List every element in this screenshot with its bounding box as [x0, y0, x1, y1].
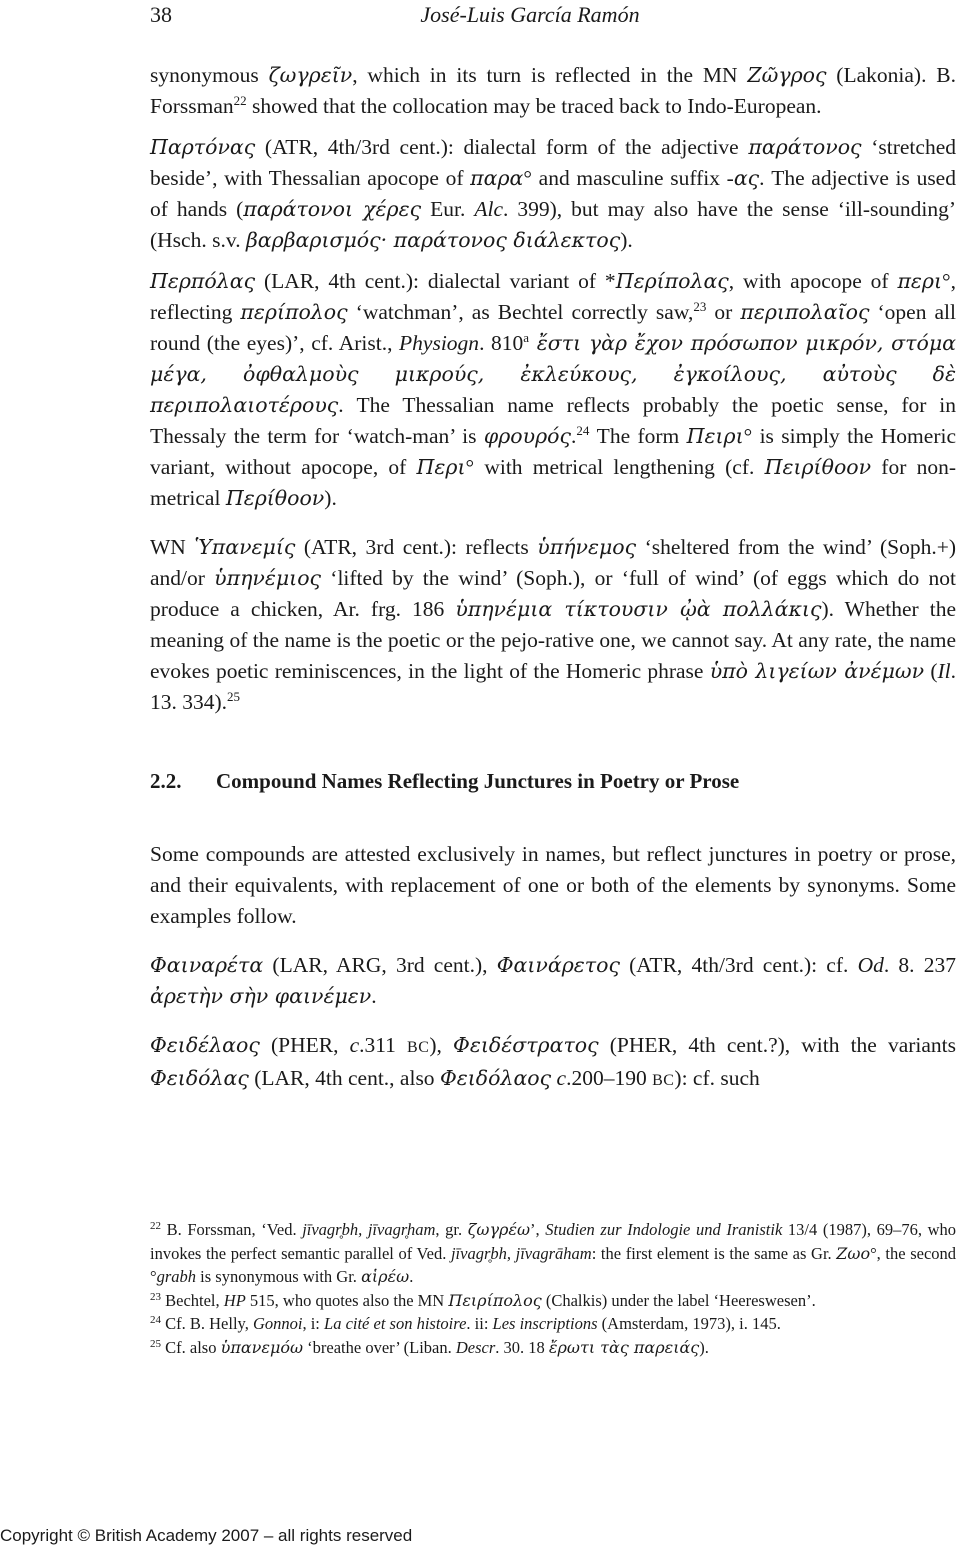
- text: (ATR, 3rd cent.): reflects: [295, 535, 538, 559]
- text: ’,: [530, 1220, 546, 1239]
- greek-text: Περίθοον: [225, 486, 325, 510]
- text: Bechtel,: [161, 1290, 224, 1310]
- text: or: [706, 300, 741, 324]
- greek-text: Φειδόλαος: [439, 1066, 552, 1090]
- text: .200–190: [566, 1066, 653, 1090]
- footnote-24: [150, 1312, 956, 1336]
- text: 13/4 (1987), 69–76, who invokes the perfect semantic parallel of Ved.: [150, 1220, 956, 1263]
- text: °, reflecting: [150, 269, 956, 324]
- greek-text: περιπολαῖος: [740, 300, 870, 324]
- text: °, the second °: [150, 1243, 957, 1286]
- greek-text: Ὑπανεμίς: [194, 535, 296, 559]
- greek-text: Παρτόνας: [150, 135, 256, 159]
- footnote-number: 22: [150, 1220, 161, 1232]
- greek-text: Φειδέστρατος: [453, 1033, 599, 1057]
- section-number: 2.2.: [150, 769, 182, 793]
- greek-text: ὑπηνέμια τίκτουσιν ᾠὰ πολλάκις: [455, 597, 822, 621]
- text: ): cf. such: [674, 1066, 760, 1090]
- italic-text: La cité et son histoire: [324, 1314, 467, 1333]
- text: .: [371, 984, 377, 1008]
- text: ° and masculine suffix -: [523, 166, 734, 190]
- greek-text: Πειρι: [686, 424, 744, 448]
- text: . The adjective is used of hands (: [150, 166, 956, 221]
- greek-text: ὑπηνέμιος: [214, 566, 322, 590]
- text: Cf. B. Helly,: [161, 1314, 253, 1333]
- text: WN: [150, 535, 195, 559]
- italic-text: c: [556, 1066, 567, 1090]
- paragraph-partonas: [150, 132, 956, 256]
- footnote-ref[interactable]: 24: [576, 423, 590, 438]
- section-title: Compound Names Reflecting Junctures in Poetry or Prose: [216, 769, 740, 793]
- greek-text: ζωγρέω: [467, 1220, 531, 1239]
- greek-text: Φειδόλας: [150, 1066, 249, 1090]
- greek-text: ἔρωτι τὰς παρειάς: [548, 1337, 700, 1357]
- greek-text: Ζῶγρος: [747, 63, 827, 87]
- text: (PHER, 4th cent.?), with the variants: [598, 1033, 956, 1057]
- text: ).: [324, 486, 337, 510]
- text: . ii:: [466, 1314, 493, 1333]
- greek-text: ὑπήνεμος: [537, 535, 637, 559]
- greek-text: Φαινάρετος: [496, 953, 620, 977]
- text: ‘open all round (the eyes)’, cf. Arist.,: [150, 300, 956, 355]
- text: B. Forssman, ‘Ved.: [161, 1220, 303, 1239]
- greek-text: παράτονοι χέρες: [243, 197, 422, 221]
- footnote-ref[interactable]: 25: [227, 689, 241, 704]
- greek-text: βαρβαρισμός· παράτονος διάλεκτος: [245, 228, 621, 252]
- italic-text: grabh: [156, 1267, 197, 1286]
- greek-text: ἔστι γὰρ ἔχον πρόσωπον μικρόν, στόμα μέγα, ὀφθαλμοὺς μικρούς, ἐκλεύκους, ἐγκοίλους, αὐτοὺς δὲ περιπολαιοτέρους: [150, 331, 957, 417]
- text: (ATR, 4th/3rd cent.): cf.: [619, 953, 858, 977]
- text: (ATR, 4th/3rd cent.): dialectal form of the adjective: [255, 135, 749, 159]
- greek-text: ἀρετὴν σὴν φαινέμεν: [150, 984, 372, 1008]
- greek-text: Περπόλας: [150, 269, 256, 293]
- text: Eur.: [421, 197, 475, 221]
- italic-text: Od: [857, 953, 884, 977]
- text: ° with metrical lengthening (cf.: [465, 455, 765, 479]
- text: (LAR, ARG, 3rd cent.),: [263, 953, 497, 977]
- running-head: José-Luis García Ramón: [420, 2, 640, 27]
- italic-text: Gonnoi: [252, 1314, 303, 1333]
- text: ). Whether the meaning of the name is the poetic or the pejo-rative one, we cannot say. At any rate, the name evokes poetic reminiscences, in the light of the Homeric phrase: [150, 597, 956, 683]
- text: ‘stretched beside’, with Thessalian apocope of: [150, 135, 956, 190]
- small-caps-text: BC: [407, 1039, 430, 1056]
- greek-text: ὑπανεμόω: [220, 1337, 304, 1357]
- greek-text: ὑπὸ λιγείων ἀνέμων: [709, 659, 925, 683]
- text: is synonymous with Gr.: [196, 1267, 362, 1286]
- page-number: 38: [150, 2, 172, 27]
- paragraph-pheidelaos: [150, 1030, 956, 1096]
- text: ‘breathe over’ (Liban.: [303, 1337, 456, 1357]
- text: . 399), but may also have the sense ‘ill-sounding’ (Hsch. s.v.: [150, 197, 956, 252]
- text: Cf. also: [161, 1337, 221, 1357]
- paragraph-phainareta: [150, 950, 956, 1012]
- text: ),: [429, 1033, 454, 1057]
- greek-text: Περίπολας: [615, 269, 729, 293]
- italic-text: Il: [937, 659, 951, 683]
- footnote-number: 23: [150, 1290, 161, 1303]
- text: . The Thessalian name reflects probably the poetic sense, for in Thessaly the term for ‘watch-man’ is: [150, 393, 956, 448]
- text: (LAR, 4th cent.): dialectal variant of *: [255, 269, 616, 293]
- text: : the first element is the same as Gr.: [591, 1243, 837, 1263]
- greek-text: Πειρίθοον: [764, 455, 872, 479]
- text: (Chalkis) under the label ‘Heereswesen’.: [541, 1290, 816, 1310]
- text: (PHER,: [259, 1033, 350, 1057]
- text: , with apocope of: [728, 269, 898, 293]
- footnote-22: [150, 1218, 956, 1289]
- text: .311: [359, 1033, 408, 1057]
- footnote-number: 25: [150, 1337, 161, 1350]
- greek-text: αἱρέω: [361, 1267, 410, 1286]
- text: ‘lifted by the wind’ (Soph.), or ‘full of wind’ (of eggs which do not produce a chicken, Ar. frg. 186: [150, 566, 956, 621]
- text: ).: [620, 228, 633, 252]
- text: .: [570, 424, 577, 448]
- text: for non-metrical: [150, 455, 957, 510]
- greek-text: Πειρίπολος: [448, 1290, 542, 1310]
- italic-text: HP: [223, 1290, 246, 1310]
- text: . 30. 18: [495, 1337, 549, 1357]
- footnote-25: [150, 1336, 956, 1360]
- italic-text: jīvagr̥bh, jīvagr̥ham: [302, 1220, 436, 1239]
- superscript: a: [523, 330, 530, 345]
- paragraph-intro: Some compounds are attested exclusively in names, but reflect junctures in poetry or prose, and their equivalents, with replacement of one or both of the elements by synonyms. Some examples follow.: [150, 842, 956, 928]
- text: .: [409, 1267, 414, 1286]
- greek-text: ζωγρεῖν: [268, 63, 353, 87]
- text: (LAR, 4th cent., also: [248, 1066, 440, 1090]
- footnote-ref[interactable]: 22: [233, 93, 247, 108]
- paragraph-hypanemis: [150, 532, 956, 718]
- text: synonymous: [150, 63, 269, 87]
- text: (Lakonia). B. Forssman: [150, 63, 957, 118]
- italic-text: jīvagr̥bh, jīvagrāham: [450, 1243, 592, 1263]
- copyright-footer: Copyright © British Academy 2007 – all rights reserved: [0, 1526, 413, 1545]
- text: (: [924, 659, 938, 683]
- text: The form: [589, 424, 687, 448]
- section-heading: [150, 766, 956, 797]
- italic-text: c: [349, 1033, 360, 1057]
- footnote-ref[interactable]: 23: [693, 299, 707, 314]
- greek-text: φρουρός: [483, 424, 571, 448]
- footnotes: [150, 1218, 956, 1359]
- footnote-23: [150, 1289, 956, 1313]
- text: , i:: [302, 1314, 325, 1333]
- greek-text: Φειδέλαος: [150, 1033, 260, 1057]
- italic-text: Les inscriptions: [492, 1314, 598, 1333]
- text: 515, who quotes also the MN: [245, 1290, 449, 1310]
- italic-text: Physiogn: [399, 331, 480, 355]
- text: , which in its turn is reflected in the MN: [352, 63, 748, 87]
- text: ° is simply the Homeric variant, without apocope, of: [150, 424, 956, 479]
- greek-text: παράτονος: [748, 135, 862, 159]
- greek-text: Περι: [416, 455, 466, 479]
- main-text: [150, 60, 956, 1096]
- greek-text: παρα: [470, 166, 524, 190]
- text: (Amsterdam, 1973), i. 145.: [597, 1314, 781, 1333]
- page-header: [150, 2, 910, 30]
- text: ‘sheltered from the wind’ (Soph.+) and/or: [150, 535, 957, 590]
- greek-text: ας: [733, 166, 760, 190]
- paragraph-perpolas: [150, 266, 956, 514]
- paragraph-1: [150, 60, 956, 122]
- text: . 13. 334).: [150, 659, 956, 714]
- text: showed that the collocation may be traced back to Indo-European.: [246, 94, 822, 118]
- greek-text: Φαιναρέτα: [150, 953, 264, 977]
- italic-text: Studien zur Indologie und Iranistik: [545, 1220, 783, 1239]
- italic-text: Descr: [455, 1337, 496, 1357]
- text: . 810: [479, 331, 524, 355]
- footnote-number: 24: [150, 1314, 161, 1326]
- greek-text: Ζωο: [836, 1243, 871, 1263]
- italic-text: Alc: [474, 197, 503, 221]
- text: , gr.: [435, 1220, 468, 1239]
- greek-text: περι: [897, 269, 943, 293]
- text: ).: [699, 1337, 709, 1357]
- greek-text: περίπολος: [240, 300, 348, 324]
- text: . 8. 237: [883, 953, 957, 977]
- text: ‘watchman’, as Bechtel correctly saw,: [347, 300, 694, 324]
- small-caps-text: BC: [652, 1072, 675, 1089]
